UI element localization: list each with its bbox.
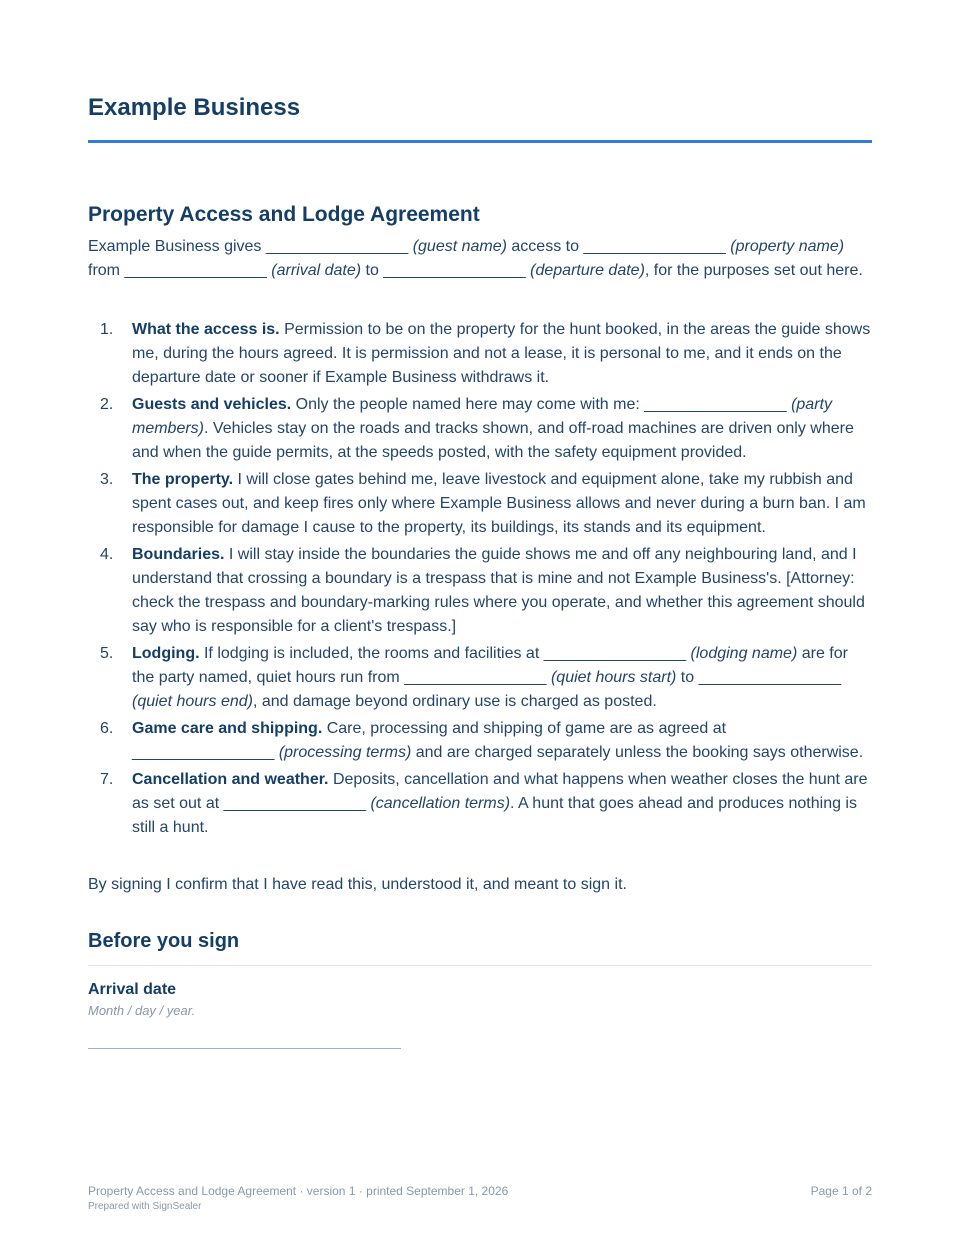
arrival-date-hint: (arrival date) <box>271 262 362 279</box>
party-members-hint: (party members) <box>132 396 832 437</box>
term-item <box>88 717 872 765</box>
processing-terms-hint: (processing terms) <box>278 744 412 761</box>
term-heading: The property. <box>132 471 234 488</box>
departure-date-hint: (departure date) <box>530 262 645 279</box>
term-item <box>88 468 872 540</box>
term-text: . A hunt that goes ahead and produces nothing is still a hunt. <box>132 795 857 836</box>
footer-prepared-with: Prepared with SignSealer <box>88 1201 202 1212</box>
lodging-name-blank: ________________ <box>543 645 687 662</box>
arrival-date-label: Arrival date <box>88 981 177 998</box>
term-text: . Vehicles stay on the roads and tracks shown, and off-road machines are driven only where and when the guide permits, at the speeds posted, with the safety equipment provided. <box>132 420 854 461</box>
term-item <box>88 318 872 390</box>
term-heading: Boundaries. <box>132 546 225 563</box>
intro-text-1: Example Business gives <box>88 238 266 255</box>
section-divider <box>88 965 872 966</box>
intro-text-3: from <box>88 262 125 279</box>
departure-date-blank: ________________ <box>383 262 526 279</box>
term-heading: Lodging. <box>132 645 200 662</box>
term-number: 3. <box>100 471 114 488</box>
term-item <box>88 642 872 714</box>
term-heading: What the access is. <box>132 321 280 338</box>
property-name-hint: (property name) <box>730 238 845 255</box>
header-divider <box>88 140 872 143</box>
term-item <box>88 393 872 465</box>
intro-text-4: to <box>361 262 384 279</box>
business-name: Example Business <box>88 94 301 121</box>
term-heading: Game care and shipping. <box>132 720 323 737</box>
lodging-name-hint: (lodging name) <box>690 645 798 662</box>
intro-paragraph <box>88 235 872 283</box>
before-you-sign-title: Before you sign <box>88 930 240 952</box>
term-heading: Cancellation and weather. <box>132 771 329 788</box>
term-text: I will stay inside the boundaries the guide shows me and off any neighbouring land, and I understand that crossing a boundary is a trespass that is mine and not Example Business's. [Attorney: check the trespass and boundary-marking rules where you operate, and whether this agreement should say who is responsible for a client's trespass.] <box>132 546 865 635</box>
document-title: Property Access and Lodge Agreement <box>88 203 480 226</box>
term-text: Permission to be on the property for the hunt booked, in the areas the guide shows me, during the hours agreed. It is permission and not a lease, it is personal to me, and it ends on the departure date or sooner if Example Business withdraws it. <box>132 321 871 386</box>
term-number: 5. <box>100 645 114 662</box>
arrival-date-input-line[interactable] <box>88 1048 401 1049</box>
term-text: to <box>676 669 699 686</box>
intro-text-2: access to <box>506 238 584 255</box>
term-text: , and damage beyond ordinary use is charged as posted. <box>252 693 657 710</box>
term-number: 7. <box>100 771 114 788</box>
intro-text-5: , for the purposes set out here. <box>644 262 863 279</box>
term-item <box>88 768 872 840</box>
party-members-blank: ________________ <box>644 396 787 413</box>
term-item <box>88 543 872 639</box>
term-text: If lodging is included, the rooms and facilities at <box>199 645 544 662</box>
footer-document-info: Property Access and Lodge Agreement · version 1 · printed September 1, 2026 <box>88 1184 509 1198</box>
term-number: 1. <box>100 321 114 338</box>
arrival-date-format-hint: Month / day / year. <box>88 1003 196 1018</box>
footer-page-number: Page 1 of 2 <box>810 1184 872 1198</box>
term-number: 6. <box>100 720 114 737</box>
term-text: are for the party named, quiet hours run from <box>132 645 848 686</box>
property-name-blank: ________________ <box>583 238 726 255</box>
term-text: Care, processing and shipping of game are as agreed at <box>322 720 727 737</box>
term-text: Deposits, cancellation and what happens when weather closes the hunt are as set out at <box>132 771 868 812</box>
cancellation-terms-blank: ________________ <box>223 795 366 812</box>
terms-list <box>88 318 872 843</box>
term-text: and are charged separately unless the booking says otherwise. <box>411 744 864 761</box>
quiet-hours-start-hint: (quiet hours start) <box>550 669 677 686</box>
term-heading: Guests and vehicles. <box>132 396 292 413</box>
confirmation-statement: By signing I confirm that I have read this, understood it, and meant to sign it. <box>88 876 627 893</box>
guest-name-blank: ________________ <box>265 238 409 255</box>
term-text: I will close gates behind me, leave livestock and equipment alone, take my rubbish and spent cases out, and keep fires only where Example Business allows and never during a burn ban. I am responsible for damage I cause to the property, its buildings, its stands and its equipment. <box>132 471 866 536</box>
cancellation-terms-hint: (cancellation terms) <box>370 795 511 812</box>
processing-terms-blank: ________________ <box>132 744 275 761</box>
quiet-hours-end-blank: ________________ <box>698 669 841 686</box>
term-number: 4. <box>100 546 114 563</box>
guest-name-hint: (guest name) <box>412 238 507 255</box>
term-number: 2. <box>100 396 114 413</box>
term-text: Only the people named here may come with me: <box>291 396 645 413</box>
quiet-hours-start-blank: ________________ <box>404 669 547 686</box>
arrival-date-blank: ________________ <box>124 262 267 279</box>
quiet-hours-end-hint: (quiet hours end) <box>132 693 253 710</box>
